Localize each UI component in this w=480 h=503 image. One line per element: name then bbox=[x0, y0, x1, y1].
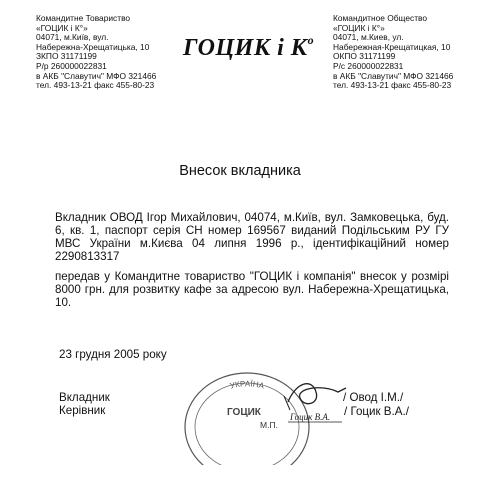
left-header-line: Командитне Товариство bbox=[36, 13, 131, 23]
stamp-arc-text: УКРАЇНА bbox=[228, 379, 266, 391]
handwritten-signatures bbox=[282, 374, 352, 424]
left-header-line: в АКБ "Славутич" МФО 321466 bbox=[36, 70, 157, 81]
left-company-header bbox=[36, 14, 156, 91]
left-header-line: Р/р 260000022831 bbox=[36, 60, 107, 71]
right-header-line: Набережная-Крещатицкая, 10 bbox=[333, 41, 451, 52]
depositor-paragraph: Вкладник ОВОД Ігор Михайлович, 04074, м.Київ, вул. Замковецька, буд. 6, кв. 1, паспорт серія СН номер 169567 виданий Подільським РУ ГУ МВС України м.Києва 04 липня 1996 р., ідентифікаційний номер 2290813317 bbox=[55, 211, 449, 263]
left-header-line: 04071, м.Київ, вул. bbox=[36, 32, 109, 43]
document-date: 23 грудня 2005 року bbox=[59, 348, 167, 361]
right-header-line: Р/с 260000022831 bbox=[333, 60, 404, 71]
left-header-line: «ГОЦИК і К°» bbox=[36, 22, 88, 33]
right-header-line: 04071, м.Киев, ул. bbox=[333, 32, 404, 43]
depositor-name: / Овод І.М./ bbox=[343, 391, 404, 404]
logo-superscript: о bbox=[307, 33, 315, 47]
manager-label: Керівник bbox=[59, 404, 106, 417]
stamp-inner-text: ГОЦИК bbox=[227, 407, 261, 418]
left-header-line: тел. 493-13-21 факс 455-80-23 bbox=[36, 80, 155, 91]
right-company-header bbox=[333, 14, 453, 91]
left-header-line: Набережна-Хрещатицька, 10 bbox=[36, 41, 150, 52]
stamp-mp-text: М.П. bbox=[260, 420, 278, 430]
right-header-line: в АКБ "Славутич" МФО 321466 bbox=[333, 70, 454, 81]
transfer-paragraph: передав у Командитне товариство "ГОЦИК і компанія" внесок у розмірі 8000 грн. для розвитку кафе за адресою вул. Набережна-Хрещатицька, 10. bbox=[55, 270, 449, 309]
depositor-label: Вкладник bbox=[59, 391, 110, 404]
right-header-line: Командитное Общество bbox=[333, 13, 428, 23]
depositor-signature-stroke bbox=[288, 384, 346, 404]
manager-handwritten-name: Гоцик В.А. bbox=[290, 412, 331, 422]
manager-name: / Гоцик В.А./ bbox=[344, 405, 409, 418]
company-logo bbox=[183, 35, 314, 62]
right-header-line: тел. 493-13-21 факс 455-80-23 bbox=[333, 80, 452, 91]
right-header-line: «ГОЦИК і К°» bbox=[333, 22, 385, 33]
logo-text: ГОЦИК і К bbox=[183, 35, 308, 61]
left-header-line: ЗКПО 31171199 bbox=[36, 51, 97, 62]
right-header-line: ОКПО 31171199 bbox=[333, 51, 396, 62]
document-title: Внесок вкладника bbox=[179, 163, 301, 179]
